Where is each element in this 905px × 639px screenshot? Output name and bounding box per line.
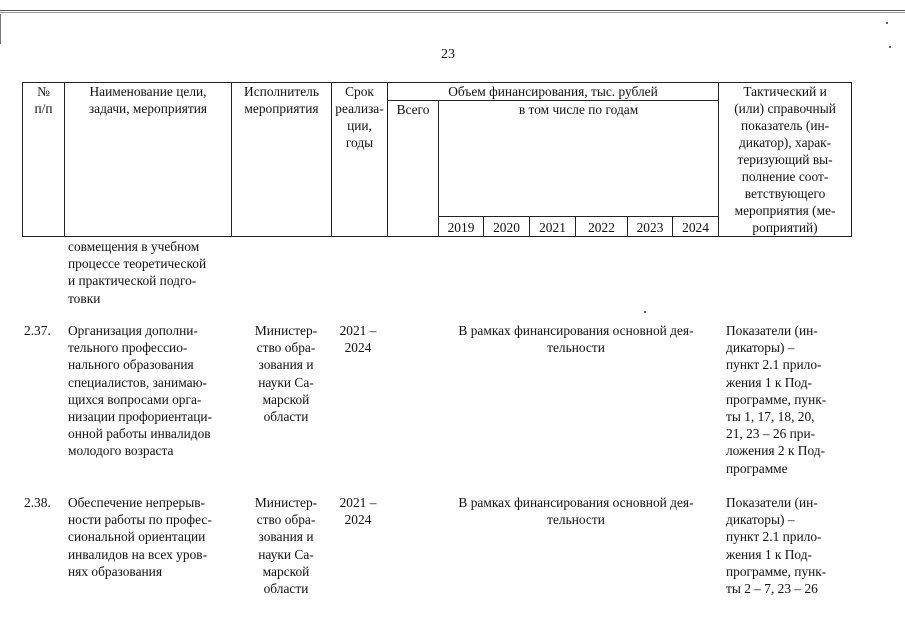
row-number: 2.37. [24,323,51,338]
scan-speck [644,311,646,313]
row-name: Организация дополни- тельного профессио- нального образования специалистов, занимаю- щихся вопросами орга- низации профориентаци- онной работы инвалидов молодого возраста [68,323,213,459]
header-name: Наименование цели, задачи, мероприятия [65,83,232,237]
row-indicator: Показатели (ин- дикаторы) – пункт 2.1 прило- жения 1 к Под- программе, пунк- ты 2 – 7, 23 – 26 [726,495,827,597]
header-year: 2024 [673,217,719,237]
scan-edge-line [0,10,905,11]
row-executor: Министер- ство обра- зования и науки Са- марской области [254,495,318,597]
header-num: № п/п [23,83,65,237]
header-year: 2022 [576,217,628,237]
row-term: 2021 – 2024 [339,323,377,356]
header-year: 2020 [484,217,530,237]
header-indicator: Тактический и (или) справочный показатель (ин- дикатор), харак- теризующий вы- полнение соот- ветствующего мероприятия (ме- роприятий) [719,83,852,237]
scan-edge-line [0,14,1,44]
header-funding: Объем финансирования, тыс. рублей [388,83,719,101]
header-by-years: в том числе по годам [439,101,719,217]
row-funding: В рамках финансирования основной дея- тельности [458,495,694,528]
header-year: 2021 [530,217,576,237]
row-funding: В рамках финансирования основной дея- тельности [458,323,694,356]
table-header [22,82,852,237]
header-year: 2019 [439,217,484,237]
row-number: 2.38. [24,495,51,510]
row-term: 2021 – 2024 [339,495,377,528]
page-number: 23 [441,47,455,62]
header-year: 2023 [628,217,673,237]
header-term: Срок реализа- ции, годы [332,83,388,237]
header-total: Всего [388,101,439,237]
scan-speck [886,22,888,24]
header-executor: Исполнитель мероприятия [232,83,332,237]
table-row [0,494,905,634]
row-indicator: Показатели (ин- дикаторы) – пункт 2.1 прило- жения 1 к Под- программе, пунк- ты 1, 17, 18, 20, 21, 23 – 26 при- ложения 2 к Под- программе [726,323,827,476]
scan-edge-line [0,12,905,13]
continuation-text: совмещения в учебном процессе теоретической и практической подго- товки [68,239,207,306]
row-name: Обеспечение непрерыв- ности работы по профес- сиональной ориентации инвалидов на всех уров- нях образования [68,495,212,579]
table-row [0,322,905,482]
row-executor: Министер- ство обра- зования и науки Са- марской области [254,323,318,425]
